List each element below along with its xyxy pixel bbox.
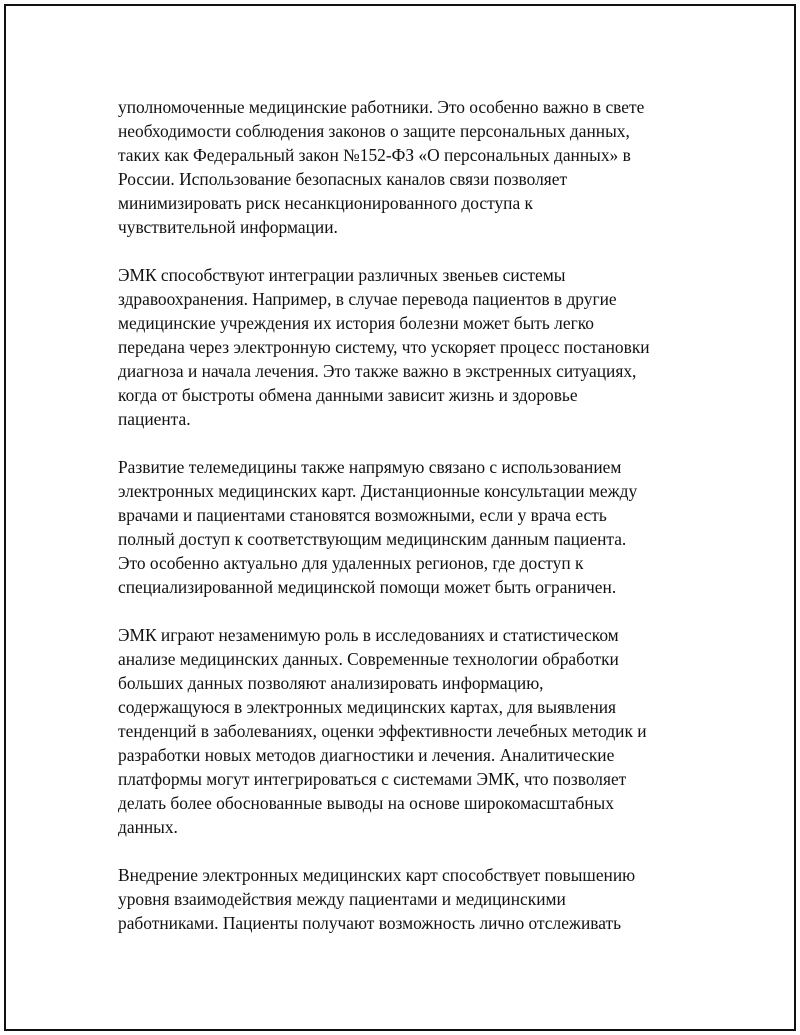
- text-line: Это особенно актуально для удаленных регионов, где доступ к: [118, 553, 584, 573]
- text-line: больших данных позволяют анализировать информацию,: [118, 673, 544, 693]
- text-line: электронных медицинских карт. Дистанционные консультации между: [118, 481, 638, 501]
- paragraph-telemedicine: [118, 455, 688, 599]
- text-line: ЭМК играют незаменимую роль в исследованиях и статистическом: [118, 625, 619, 645]
- text-line: передана через электронную систему, что ускоряет процесс постановки: [118, 337, 650, 357]
- text-line: минимизировать риск несанкционированного доступа к: [118, 193, 533, 213]
- text-line: специализированной медицинской помощи может быть ограничен.: [118, 577, 617, 597]
- paragraph-patient-interaction: [118, 863, 688, 935]
- text-line: России. Использование безопасных каналов связи позволяет: [118, 169, 568, 189]
- text-line: содержащуюся в электронных медицинских картах, для выявления: [118, 697, 617, 717]
- text-line: Внедрение электронных медицинских карт способствует повышению: [118, 865, 636, 885]
- text-line: когда от быстроты обмена данными зависит жизнь и здоровье: [118, 385, 578, 405]
- text-line: чувствительной информации.: [118, 217, 338, 237]
- text-line: ЭМК способствуют интеграции различных звеньев системы: [118, 265, 566, 285]
- text-line: работниками. Пациенты получают возможность лично отслеживать: [118, 913, 622, 933]
- text-line: здравоохранения. Например, в случае перевода пациентов в другие: [118, 289, 617, 309]
- text-line: таких как Федеральный закон №152-ФЗ «О персональных данных» в: [118, 145, 631, 165]
- text-line: делать более обоснованные выводы на основе широкомасштабных: [118, 793, 614, 813]
- text-line: пациента.: [118, 409, 191, 429]
- paragraph-data-protection: [118, 95, 688, 239]
- paragraph-integration: [118, 263, 688, 431]
- text-line: диагноза и начала лечения. Это также важно в экстренных ситуациях,: [118, 361, 637, 381]
- text-line: тенденций в заболеваниях, оценки эффективности лечебных методик и: [118, 721, 647, 741]
- text-line: необходимости соблюдения законов о защите персональных данных,: [118, 121, 630, 141]
- text-line: уполномоченные медицинские работники. Это особенно важно в свете: [118, 97, 645, 117]
- text-line: данных.: [118, 817, 178, 837]
- text-line: уровня взаимодействия между пациентами и медицинскими: [118, 889, 566, 909]
- paragraph-research: [118, 623, 688, 839]
- document-body: [118, 95, 688, 959]
- text-line: разработки новых методов диагностики и лечения. Аналитические: [118, 745, 615, 765]
- text-line: полный доступ к соответствующим медицинским данным пациента.: [118, 529, 627, 549]
- text-line: Развитие телемедицины также напрямую связано с использованием: [118, 457, 622, 477]
- text-line: анализе медицинских данных. Современные технологии обработки: [118, 649, 619, 669]
- text-line: медицинские учреждения их история болезни может быть легко: [118, 313, 594, 333]
- text-line: платформы могут интегрироваться с системами ЭМК, что позволяет: [118, 769, 627, 789]
- text-line: врачами и пациентами становятся возможными, если у врача есть: [118, 505, 607, 525]
- page-frame: [4, 4, 796, 1031]
